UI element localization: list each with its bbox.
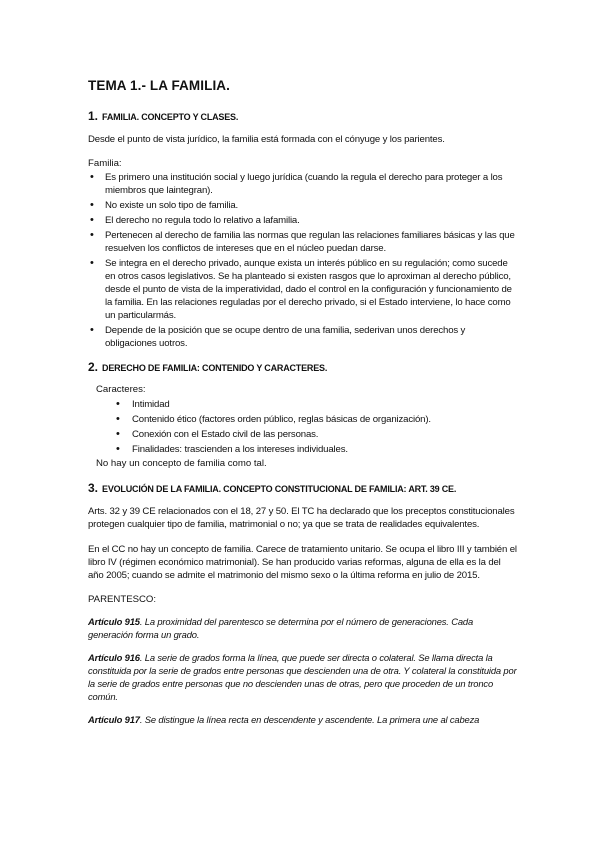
list-item: • Conexión con el Estado civil de las personas. — [116, 428, 518, 441]
article-text: . Se distingue la línea recta en descendente y ascendente. La primera une al cabeza — [139, 714, 480, 725]
article-text: . La proximidad del parentesco se determina por el número de generaciones. Cada generación forma un grado. — [88, 616, 474, 640]
list-item: • Pertenecen al derecho de familia las normas que regulan las relaciones familiares básicas y las que resuelven los conflictos de intereses que en el núcleo puedan darse. — [88, 229, 518, 255]
parentesco-label: PARENTESCO: — [88, 594, 157, 605]
caracteres-label: Caracteres: — [96, 384, 146, 395]
section-1-heading-suffix: . — [235, 112, 239, 122]
section-3-number: 3. — [88, 481, 99, 495]
list-item: • Contenido ético (factores orden público, reglas básicas de organización). — [116, 413, 518, 426]
section-1-heading-text: FAMILIA. CONCEPTO Y CLASES — [102, 112, 236, 122]
list-item: • Intimidad — [116, 398, 518, 411]
section-3-paragraph-2: En el CC no hay un concepto de familia. Carece de tratamiento unitario. Se ocupa el libro III y también el libro IV (régimen económico matrimonial). Se han producido varias reformas, alguna de ella es la del año 2005; cuando se admite el matrimonio del mismo sexo o la última reforma en julio de 2015. — [88, 544, 517, 581]
list-item: • El derecho no regula todo lo relativo a lafamilia. — [88, 214, 518, 227]
section-1-number: 1. — [88, 109, 99, 123]
article-917 — [88, 713, 518, 726]
section-3-heading — [88, 481, 518, 495]
section-3-heading-text: EVOLUCIÓN DE LA FAMILIA. CONCEPTO CONSTITUCIONAL DE FAMILIA: ART. 39 CE — [102, 484, 454, 494]
article-915 — [88, 615, 518, 641]
section-1-intro: Desde el punto de vista jurídico, la familia está formada con el cónyuge y los parientes. — [88, 134, 445, 145]
article-label: Artículo 916 — [88, 652, 140, 663]
section-2-number: 2. — [88, 360, 99, 374]
list-item: • Finalidades: trascienden a los intereses individuales. — [116, 443, 518, 456]
article-916 — [88, 651, 518, 703]
section-2-heading — [88, 360, 518, 374]
article-text: . La serie de grados forma la línea, que puede ser directa o colateral. Se llama directa la constituida por la serie de grados entre personas que descienden una de otra. Y colateral la constituida por la serie de grados entre personas que no descienden unas de otras, pero que proceden de un tronco común. — [88, 652, 517, 702]
section-2-heading-suffix: . — [324, 363, 328, 373]
section-3-paragraph-1: Arts. 32 y 39 CE relacionados con el 18, 27 y 50. El TC ha declarado que los preceptos constitucionales protegen cualquier tipo de familia, matrimonial o no; ya que se trata de realidades equivalentes. — [88, 506, 515, 530]
list-item: • Se integra en el derecho privado, aunque exista un interés público en su regulación; como sucede en otros casos legislativos. Se ha planteado si existen rasgos que lo aproximan al derecho público, desde el punto de vista de la imperatividad, dado el control en la configuración y funcionamiento de la familia. En las relaciones reguladas por el derecho privado, si el Estado interviene, lo hace como un particularmás. — [88, 257, 518, 322]
section-3-heading-suffix: . — [453, 484, 457, 494]
article-label: Artículo 915 — [88, 616, 140, 627]
section-1-label: Familia: — [88, 158, 122, 169]
caracteres-list — [96, 398, 518, 456]
list-item: • No existe un solo tipo de familia. — [88, 199, 518, 212]
list-item: • Depende de la posición que se ocupe dentro de una familia, sederivan unos derechos y obligaciones uotros. — [88, 324, 518, 350]
document-page — [88, 78, 518, 736]
document-title: TEMA 1.- LA FAMILIA. — [88, 78, 230, 93]
section-1-heading — [88, 109, 518, 123]
section-1-list — [88, 171, 518, 350]
caracteres-block — [96, 384, 518, 469]
section-2-heading-text: DERECHO DE FAMILIA: CONTENIDO Y CARACTERES — [102, 363, 325, 373]
article-label: Artículo 917 — [88, 714, 140, 725]
caracteres-closing: No hay un concepto de familia como tal. — [96, 458, 267, 469]
list-item: • Es primero una institución social y luego jurídica (cuando la regula el derecho para proteger a los miembros que laintegran). — [88, 171, 518, 197]
